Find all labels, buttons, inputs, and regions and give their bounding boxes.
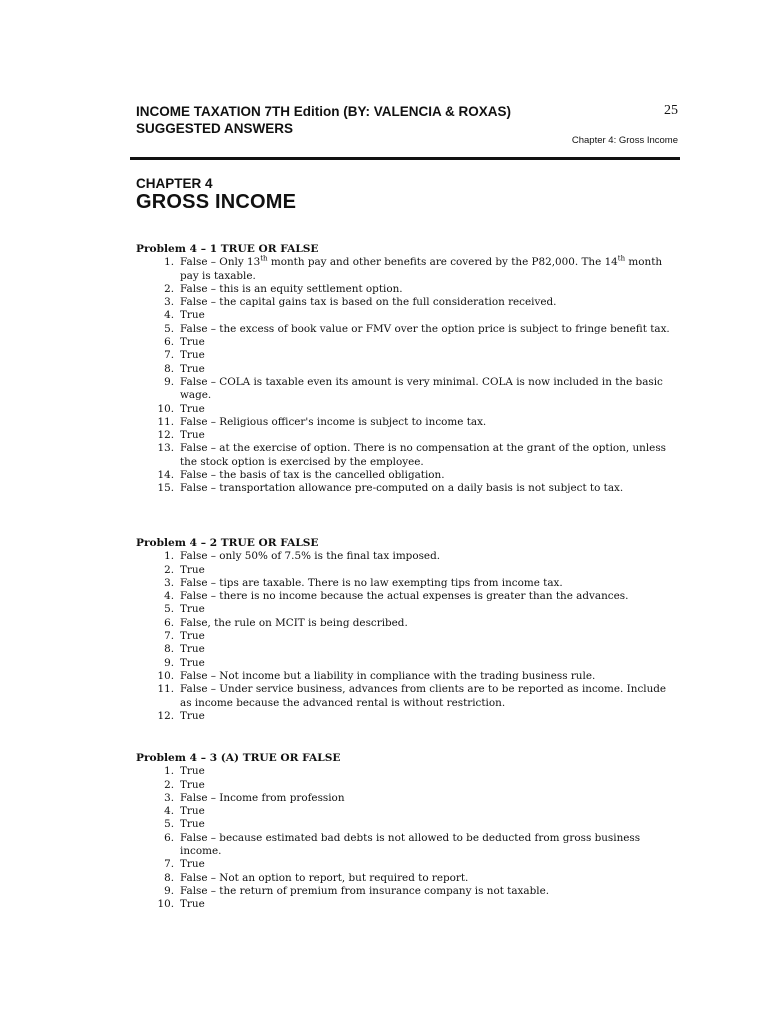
answer-item [136, 792, 676, 805]
answer-item [136, 643, 676, 656]
answer-text: True [180, 603, 205, 616]
answer-number: 5. [164, 603, 174, 616]
answer-number: 10. [157, 402, 174, 415]
answer-text: False, the rule on MCIT is being described. [180, 616, 408, 629]
answer-number: 1. [164, 550, 174, 563]
answer-item [136, 617, 676, 630]
answer-number: 11. [157, 683, 174, 696]
answer-item [136, 872, 676, 885]
answer-text: False – Not an option to report, but required to report. [180, 871, 469, 884]
answer-item [136, 550, 676, 563]
answer-number: 2. [164, 282, 174, 295]
answer-item [136, 683, 676, 710]
answer-item [136, 805, 676, 818]
answer-text: True [180, 898, 205, 911]
answer-item [136, 363, 676, 376]
answer-number: 8. [164, 643, 174, 656]
answer-text: False – the capital gains tax is based on the full consideration received. [180, 296, 557, 309]
answer-number: 4. [164, 590, 174, 603]
answer-number: 4. [164, 309, 174, 322]
answer-number: 13. [157, 442, 174, 455]
problem-section [136, 537, 676, 723]
answer-number: 1. [164, 256, 174, 269]
answer-list [136, 765, 676, 911]
answer-number: 7. [164, 858, 174, 871]
answer-number: 3. [164, 576, 174, 589]
answer-item [136, 416, 676, 429]
problem-section [136, 752, 676, 912]
answer-text: True [180, 362, 205, 375]
answer-number: 4. [164, 805, 174, 818]
answer-item [136, 832, 676, 859]
answer-list [136, 256, 676, 495]
answer-item [136, 710, 676, 723]
answer-number: 14. [157, 469, 174, 482]
answer-number: 8. [164, 871, 174, 884]
answer-item [136, 283, 676, 296]
answer-item [136, 296, 676, 309]
answer-text: True [180, 858, 205, 871]
answer-text: True [180, 805, 205, 818]
answer-text: True [180, 709, 205, 722]
answer-item [136, 309, 676, 322]
answer-number: 6. [164, 616, 174, 629]
answer-item [136, 779, 676, 792]
answer-item [136, 429, 676, 442]
answer-text: False – Not income but a liability in compliance with the trading business rule. [180, 669, 596, 682]
answer-item [136, 403, 676, 416]
answer-item [136, 657, 676, 670]
chapter-title: GROSS INCOME [136, 191, 297, 213]
answer-text: False – tips are taxable. There is no law exempting tips from income tax. [180, 576, 563, 589]
answer-number: 9. [164, 884, 174, 897]
answer-text: True [180, 429, 205, 442]
answer-item [136, 469, 676, 482]
document-header [136, 103, 511, 137]
answer-item [136, 670, 676, 683]
problem-section [136, 243, 676, 496]
answer-number: 1. [164, 765, 174, 778]
answer-text: True [180, 643, 205, 656]
answer-item [136, 885, 676, 898]
answer-number: 10. [157, 669, 174, 682]
problem-heading: Problem 4 – 1 TRUE OR FALSE [136, 243, 319, 255]
answer-number: 7. [164, 349, 174, 362]
answer-number: 3. [164, 791, 174, 804]
answer-number: 2. [164, 778, 174, 791]
answer-list [136, 550, 676, 723]
problem-heading: Problem 4 – 3 (A) TRUE OR FALSE [136, 752, 341, 764]
answer-item [136, 482, 676, 495]
answer-text: True [180, 778, 205, 791]
answer-text: False – this is an equity settlement option. [180, 282, 403, 295]
answer-number: 11. [157, 415, 174, 428]
answer-text: False – only 50% of 7.5% is the final tax imposed. [180, 550, 441, 563]
answer-text: False – Income from profession [180, 791, 345, 804]
answer-text: False – because estimated bad debts is not allowed to be deducted from gross business income. [180, 831, 641, 858]
answer-number: 5. [164, 818, 174, 831]
answer-item [136, 376, 676, 403]
answer-number: 12. [157, 709, 174, 722]
answer-number: 9. [164, 656, 174, 669]
page-number: 25 [664, 103, 678, 118]
answer-number: 2. [164, 563, 174, 576]
answer-number: 9. [164, 375, 174, 388]
answer-text: False – Under service business, advances from clients are to be reported as income. Include as income because the advanced rental is without restriction. [180, 683, 667, 709]
answer-text: False – transportation allowance pre-computed on a daily basis is not subject to tax. [180, 482, 624, 495]
answer-number: 6. [164, 336, 174, 349]
answer-text: False – Religious officer's income is subject to income tax. [180, 415, 487, 428]
header-title-line: INCOME TAXATION 7TH Edition (BY: VALENCIA & ROXAS) [136, 104, 511, 119]
answer-text: True [180, 656, 205, 669]
problem-heading: Problem 4 – 2 TRUE OR FALSE [136, 537, 319, 549]
answer-item [136, 603, 676, 616]
answer-text: True [180, 765, 205, 778]
answer-text: False – COLA is taxable even its amount is very minimal. COLA is now included in the basic wage. [180, 375, 663, 402]
answer-item [136, 336, 676, 349]
answer-item [136, 765, 676, 778]
answer-text: True [180, 336, 205, 349]
answer-text: True [180, 309, 205, 322]
answer-text: False – the basis of tax is the cancelled obligation. [180, 469, 445, 482]
answer-item [136, 818, 676, 831]
answer-text: False – Only 13th month pay and other benefits are covered by the P82,000. The 14th month pay is taxable. [180, 254, 663, 282]
answer-item [136, 349, 676, 362]
answer-text: True [180, 402, 205, 415]
header-divider [130, 157, 680, 160]
answer-item [136, 323, 676, 336]
header-subtitle-line: SUGGESTED ANSWERS [136, 121, 294, 136]
answer-number: 15. [157, 482, 174, 495]
answer-text: True [180, 630, 205, 643]
chapter-reference: Chapter 4: Gross Income [571, 135, 678, 146]
answer-text: True [180, 349, 205, 362]
chapter-label: CHAPTER 4 [136, 176, 213, 191]
answer-number: 5. [164, 322, 174, 335]
answer-item [136, 858, 676, 871]
answer-item [136, 898, 676, 911]
answer-item [136, 442, 676, 469]
answer-text: False – the excess of book value or FMV over the option price is subject to fringe benefit tax. [180, 322, 670, 335]
answer-number: 10. [157, 898, 174, 911]
answer-item [136, 564, 676, 577]
answer-item [136, 577, 676, 590]
answer-text: False – the return of premium from insurance company is not taxable. [180, 884, 550, 897]
answer-item [136, 256, 676, 283]
answer-text: False – at the exercise of option. There is no compensation at the grant of the option, unless the stock option is exercised by the employee. [180, 442, 666, 468]
answer-number: 8. [164, 362, 174, 375]
answer-number: 7. [164, 630, 174, 643]
answer-number: 12. [157, 429, 174, 442]
answer-item [136, 630, 676, 643]
answer-text: True [180, 563, 205, 576]
answer-item [136, 590, 676, 603]
answer-number: 3. [164, 296, 174, 309]
answer-text: True [180, 818, 205, 831]
answer-text: False – there is no income because the actual expenses is greater than the advances. [180, 590, 629, 603]
answer-number: 6. [164, 831, 174, 844]
